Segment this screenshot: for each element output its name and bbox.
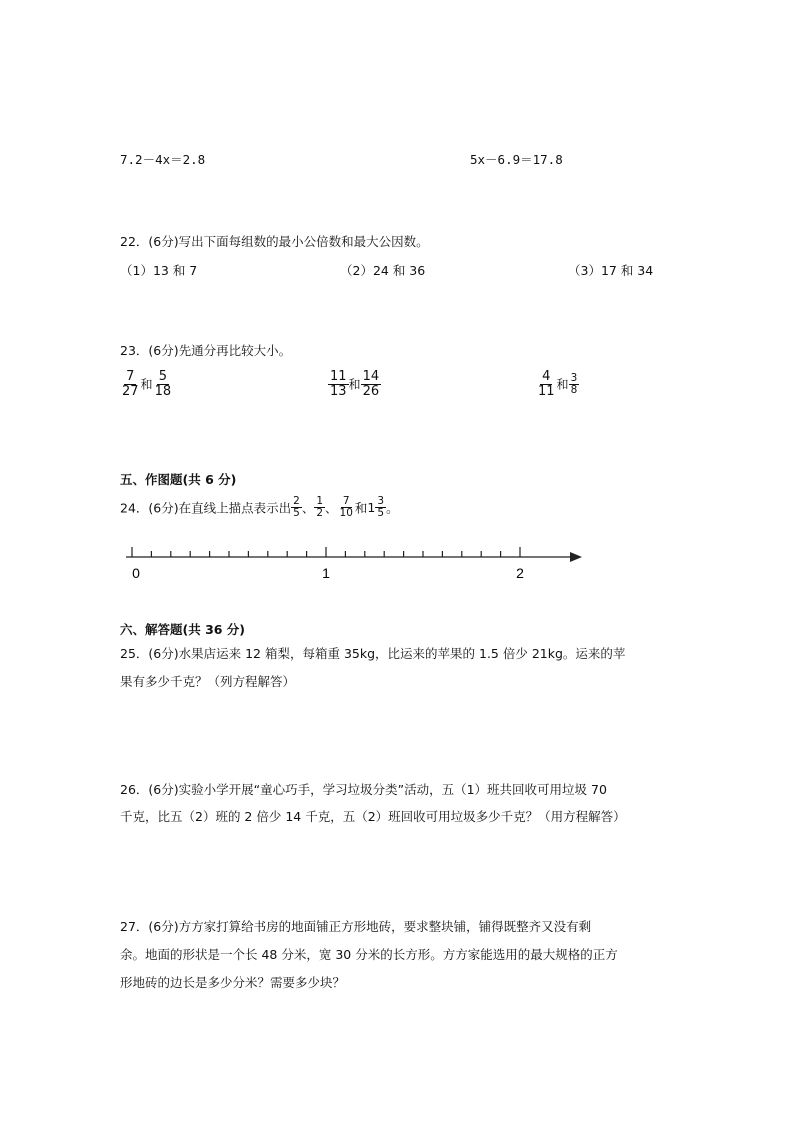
equation-2: 5x－6.9＝17.8 bbox=[470, 152, 563, 167]
q26-line-1: 26．(6分)实验小学开展“童心巧手，学习垃圾分类”活动，五（1）班共回收可用垃圾 70 bbox=[120, 782, 607, 797]
number-line-label-1: 1 bbox=[322, 565, 330, 581]
q23-pair-2: $\frac{11}{13}$ 和 $\frac{14}{26}$ bbox=[330, 369, 380, 399]
section-6-title: 六、解答题(共 36 分) bbox=[120, 622, 246, 637]
fraction: $\frac{5}{18}$ bbox=[154, 369, 172, 399]
fraction: $\frac{4}{11}$ bbox=[538, 369, 555, 399]
fraction: $\frac{7}{27}$ bbox=[122, 369, 139, 399]
equation-1: 7.2－4x＝2.8 bbox=[120, 152, 206, 167]
fraction: $\frac{3}{5}$ bbox=[377, 495, 385, 520]
section-5-title: 五、作图题(共 6 分) bbox=[120, 472, 237, 487]
q25-line-2: 果有多少千克？（列方程解答） bbox=[120, 674, 296, 689]
q22-item-2: （2）24 和 36 bbox=[340, 263, 426, 278]
q22-item-1: （1）13 和 7 bbox=[120, 263, 198, 278]
number-line-arrow-icon bbox=[570, 552, 582, 562]
fraction: $\frac{11}{13}$ bbox=[330, 369, 347, 399]
q27-line-2: 余。地面的形状是一个长 48 分米，宽 30 分米的长方形。方方家能选用的最大规格的正方 bbox=[120, 947, 618, 962]
q27-line-3: 形地砖的边长是多少分米？需要多少块？ bbox=[120, 975, 346, 990]
number-line-label-0: 0 bbox=[132, 565, 140, 581]
q24-title: 24．(6分)在直线上描点表示出 $\frac{2}{5}$ 、 $\frac{1}{2}$ 、 $\frac{7}{10}$ 和1 $\frac{3}{5}$ 。 bbox=[120, 495, 399, 520]
q25-line-1: 25．(6分)水果店运来 12 箱梨，每箱重 35kg，比运来的苹果的 1.5 倍少 21kg。运来的苹 bbox=[120, 646, 626, 661]
q23-pair-1: $\frac{7}{27}$ 和 $\frac{5}{18}$ bbox=[122, 369, 172, 399]
q22-title: 22．(6分)写出下面每组数的最小公倍数和最大公因数。 bbox=[120, 234, 429, 249]
fraction: $\frac{7}{10}$ bbox=[339, 495, 353, 520]
number-line bbox=[120, 540, 590, 585]
q23-title: 23．(6分)先通分再比较大小。 bbox=[120, 343, 292, 358]
q27-line-1: 27．(6分)方方家打算给书房的地面铺正方形地砖，要求整块铺，铺得既整齐又没有剩 bbox=[120, 919, 592, 934]
fraction: $\frac{3}{8}$ bbox=[570, 371, 578, 396]
fraction: $\frac{14}{26}$ bbox=[362, 369, 380, 399]
fraction: $\frac{1}{2}$ bbox=[316, 495, 324, 520]
q23-pair-3: $\frac{4}{11}$ 和 $\frac{3}{8}$ bbox=[538, 369, 578, 399]
q22-item-3: （3）17 和 34 bbox=[568, 263, 654, 278]
q26-line-2: 千克，比五（2）班的 2 倍少 14 千克，五（2）班回收可用垃圾多少千克？（用方程解答） bbox=[120, 809, 626, 824]
number-line-label-2: 2 bbox=[516, 565, 524, 581]
fraction: $\frac{2}{5}$ bbox=[293, 495, 300, 520]
